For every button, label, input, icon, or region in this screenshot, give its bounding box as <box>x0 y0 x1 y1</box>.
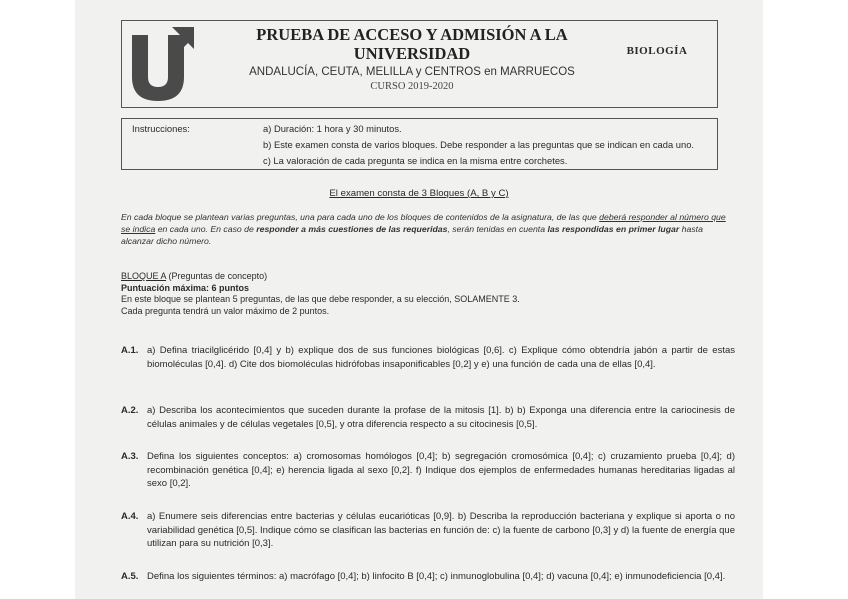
university-logo-icon <box>128 25 196 103</box>
instruction-item: c) La valoración de cada pregunta se indica en la misma entre corchetes. <box>263 155 568 166</box>
exam-structure-heading: El examen consta de 3 Bloques (A, B y C) <box>329 188 509 199</box>
intro-text: en cada uno. En caso de <box>155 224 257 234</box>
instruction-item: a) Duración: 1 hora y 30 minutos. <box>263 123 402 134</box>
question-text: Defina los siguientes términos: a) macrófago [0,4]; b) linfocito B [0,4]; c) inmunoglobulina [0,4]; d) vacuna [0,4]; e) inmunodeficiencia [0,4]. <box>147 571 726 582</box>
question-number: A.3. <box>121 451 139 462</box>
question-a1 <box>121 344 735 371</box>
block-a-rule-1: En este bloque se plantean 5 preguntas, de las que debe responder, a su elección, SOLAMENTE 3. <box>121 294 520 304</box>
question-number: A.1. <box>121 345 139 356</box>
exam-regions: ANDALUCÍA, CEUTA, MELILLA y CENTROS en MARRUECOS <box>249 66 575 78</box>
block-a-rule-2: Cada pregunta tendrá un valor máximo de 2 puntos. <box>121 305 330 316</box>
exam-course: CURSO 2019-2020 <box>370 81 454 92</box>
exam-page <box>75 0 763 599</box>
instructions-list <box>263 121 713 169</box>
question-text: a) Defina triacilglicérido [0,4] y b) explique dos de sus funciones biológicas [0,6]. c) Explique cómo obtendría jabón a partir de estas biomoléculas [0,4]. d) Cite dos biomoléculas hidrófobas insaponificables [0,2] y e) una función de cada una de ellas [0,4]. <box>147 345 735 370</box>
exam-title-block <box>217 25 607 92</box>
intro-text: , serán tenidas en cuenta <box>447 224 548 234</box>
instruction-item: b) Este examen consta de varios bloques. Debe responder a las preguntas que se indican en cada uno. <box>263 139 695 150</box>
intro-bold: responder a más cuestiones de las requeridas <box>256 224 448 234</box>
block-a-max-score: Puntuación máxima: 6 puntos <box>121 282 250 293</box>
block-a-subtitle: (Preguntas de concepto) <box>166 271 268 281</box>
exam-subject: BIOLOGÍA <box>626 45 688 57</box>
exam-title-line2: UNIVERSIDAD <box>353 44 471 63</box>
block-a-heading <box>121 271 733 283</box>
exam-title-line1: PRUEBA DE ACCESO Y ADMISIÓN A LA <box>256 25 568 44</box>
exam-header <box>121 20 718 108</box>
intro-paragraph <box>121 211 733 247</box>
intro-underlined: deberá responder al número que se indica <box>121 212 726 234</box>
question-text: a) Enumere seis diferencias entre bacterias y células eucarióticas [0,9]. b) Describa la reproducción bacteriana y explique si aporta o no variabilidad genética [0,5]. Indique cómo se clasifican las bacterias en función de: c) la fuente de carbono [0,3] y d) la fuente de energía que utilizan para su nutrición [0,3]. <box>147 511 735 549</box>
question-number: A.2. <box>121 405 139 416</box>
question-text: a) Describa los acontecimientos que suceden durante la profase de la mitosis [1]. b) b) Exponga una diferencia entre la cariocinesis de células animales y de células vegetales [0,5], y otra diferencia respecto a su citocinesis [0,5]. <box>147 405 735 430</box>
question-number: A.4. <box>121 511 139 522</box>
block-a-info <box>121 271 733 317</box>
question-a4 <box>121 510 735 551</box>
question-number: A.5. <box>121 571 139 582</box>
question-a3 <box>121 450 735 491</box>
block-a-title: BLOQUE A <box>121 271 167 281</box>
question-text: Defina los siguientes conceptos: a) cromosomas homólogos [0,4]; b) segregación cromosómica [0,4]; c) cruzamiento prueba [0,4]; d) recombinación genética [0,4]; e) herencia ligada al sexo [0,2]. f) Indique dos ejemplos de enfermedades humanas hereditarias ligadas al sexo [0,2]. <box>147 451 735 489</box>
question-a2 <box>121 404 735 431</box>
intro-bold: las respondidas en primer lugar <box>547 224 680 234</box>
question-a5 <box>121 570 735 584</box>
intro-text: hasta alcanzar dicho número. <box>121 224 703 246</box>
instructions-label: Instrucciones: <box>132 123 190 134</box>
instructions-box <box>121 118 718 170</box>
intro-text: En cada bloque se plantean varias preguntas, una para cada uno de los bloques de contenidos de la asignatura, de las que <box>121 212 600 222</box>
